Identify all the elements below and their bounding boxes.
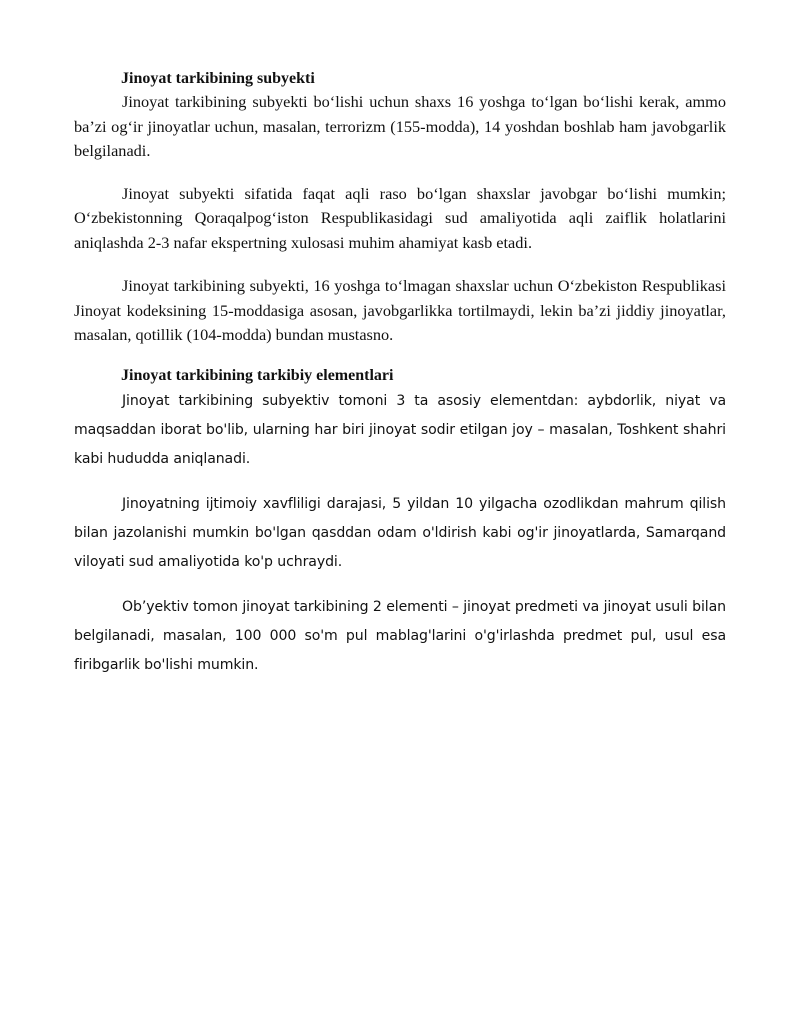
paragraph-subject-minors: Jinoyat tarkibining subyekti, 16 yoshga to‘lmagan shaxslar uchun O‘zbekiston Respublikasi Jinoyat kodeksining 15-moddasiga asosan, javobgarlikka tortilmaydi, lekin ba’zi jiddiy jinoyatlar, masalan, qotillik (104-modda) bundan mustasno. (74, 276, 726, 344)
paragraph-subject-age: Jinoyat tarkibining subyekti bo‘lishi uchun shaxs 16 yoshga to‘lgan bo‘lishi kerak, ammo ba’zi og‘ir jinoyatlar uchun, masalan, terrorizm (155-modda), 14 yoshdan boshlab ham javobgarlik belgilanadi. (74, 92, 726, 160)
paragraph-subject-sanity: Jinoyat subyekti sifatida faqat aqli raso bo‘lgan shaxslar javobgar bo‘lishi mumkin; O‘zbekistonning Qoraqalpog‘iston Respublikasidagi sud amaliyotida aqli zaiflik holatlarini aniqlashda 2-3 nafar ekspertning xulosasi muhim ahamiyat kasb etadi. (74, 183, 726, 252)
section-heading-elements: Jinoyat tarkibining tarkibiy elementlari (121, 366, 394, 384)
section-heading-subject: Jinoyat tarkibining subyekti (121, 70, 315, 87)
paragraph-objective-side: Ob’yektiv tomon jinoyat tarkibining 2 elementi – jinoyat predmeti va jinoyat usuli bilan belgilanadi, masalan, 100 000 so'm pul mablag'larini o'g'irlashda predmet pul, usul esa firibgarlik bo'lishi mumkin. (74, 598, 726, 673)
paragraph-social-danger: Jinoyatning ijtimoiy xavfliligi darajasi, 5 yildan 10 yilgacha ozodlikdan mahrum qilish bilan jazolanishi mumkin bo'lgan qasddan odam o'ldirish kabi og'ir jinoyatlarda, Samarqand viloyati sud amaliyotida ko'p uchraydi. (74, 495, 726, 570)
paragraph-subjective-side: Jinoyat tarkibining subyektiv tomoni 3 ta asosiy elementdan: aybdorlik, niyat va maqsaddan iborat bo'lib, ularning har biri jinoyat sodir etilgan joy – masalan, Toshkent shahri kabi hududda aniqlanadi. (74, 392, 726, 467)
document-body (74, 68, 726, 700)
